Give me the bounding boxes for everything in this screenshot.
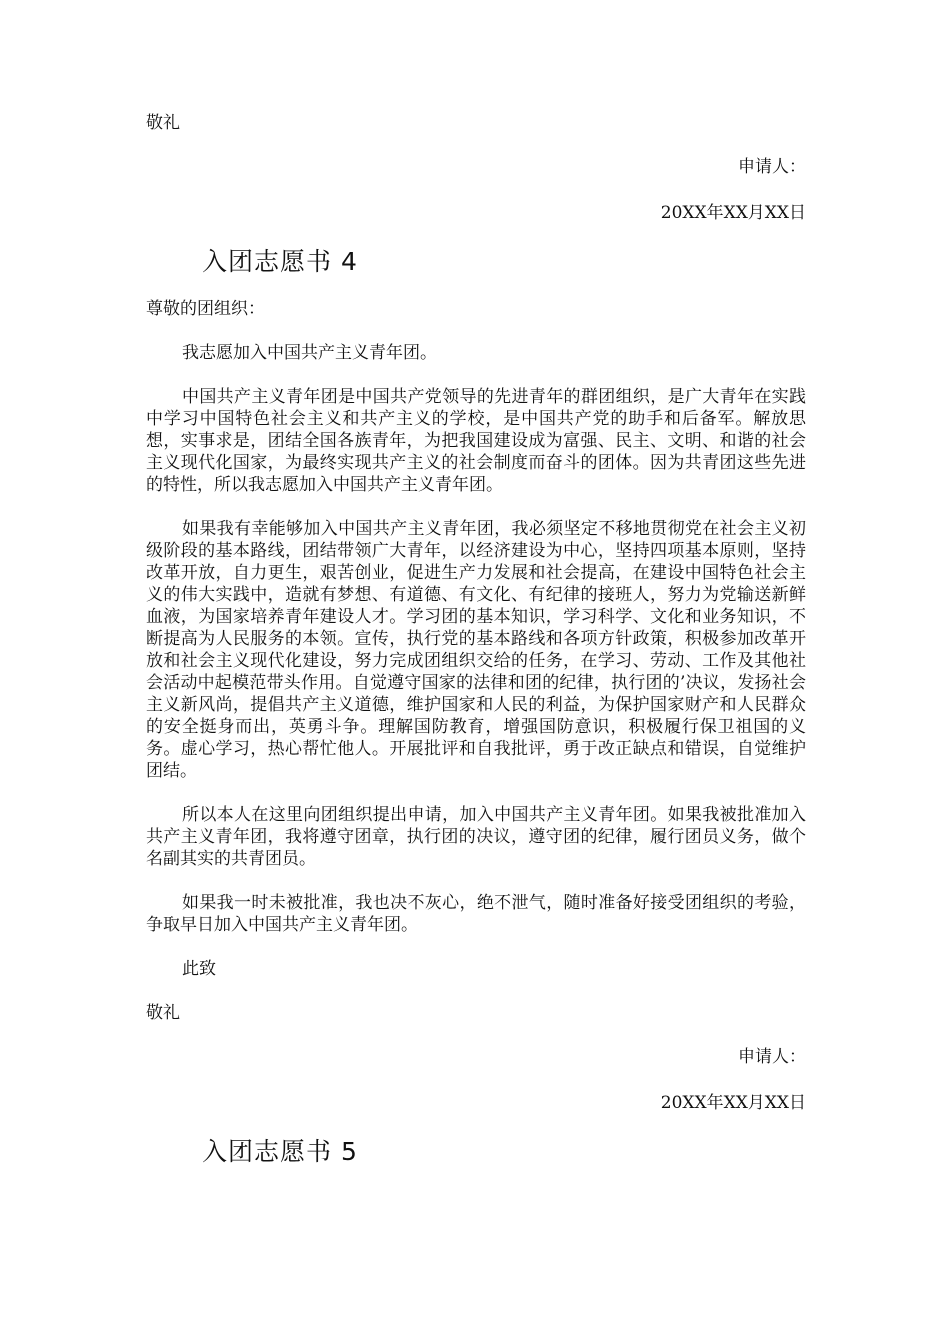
letter4-paragraph-2: 中国共产主义青年团是中国共产党领导的先进青年的群团组织，是广大青年在实践中学习中国特色社会主义和共产主义的学校，是中国共产党的助手和后备军。解放思想，实事求是，团结全国各族青年，为把我国建设成为富强、民主、文明、和谐的社会主义现代化国家，为最终实现共产主义的社会制度而奋斗的团体。因为共青团这些先进的特性，所以我志愿加入中国共产主义青年团。 [146, 387, 806, 495]
applicant-signature-top: 申请人： [738, 157, 806, 177]
document-body [146, 112, 806, 1188]
closing-regards-top: 敬礼 [146, 113, 180, 133]
letter4-paragraph-1: 我志愿加入中国共产主义青年团。 [182, 343, 437, 363]
letter4-salutation: 尊敬的团组织： [146, 299, 265, 319]
letter4-applicant-signature: 申请人： [738, 1047, 806, 1067]
letter5-title: 入团志愿书 5 [202, 1137, 358, 1166]
letter4-paragraph-4: 所以本人在这里向团组织提出申请，加入中国共产主义青年团。如果我被批准加入共产主义青年团，我将遵守团章，执行团的决议，遵守团的纪律，履行团员义务，做个名副其实的共青团员。 [146, 805, 806, 869]
letter4-title: 入团志愿书 4 [202, 247, 358, 276]
letter4-paragraph-5: 如果我一时未被批准，我也决不灰心，绝不泄气，随时准备好接受团组织的考验，争取早日加入中国共产主义青年团。 [146, 893, 806, 935]
letter4-date: 20XX年XX月XX日 [660, 1093, 806, 1113]
letter4-zhici: 此致 [182, 959, 216, 979]
letter4-closing-regards: 敬礼 [146, 1003, 180, 1023]
date-top: 20XX年XX月XX日 [660, 203, 806, 223]
letter4-paragraph-3: 如果我有幸能够加入中国共产主义青年团，我必须坚定不移地贯彻党在社会主义初级阶段的基本路线，团结带领广大青年，以经济建设为中心，坚持四项基本原则，坚持改革开放，自力更生，艰苦创业，促进生产力发展和社会提高，在建设中国特色社会主义的伟大实践中，造就有梦想、有道德、有文化、有纪律的接班人，努力为党输送新鲜血液，为国家培养青年建设人才。学习团的基本知识，学习科学、文化和业务知识，不断提高为人民服务的本领。宣传，执行党的基本路线和各项方针政策，积极参加改革开放和社会主义现代化建设，努力完成团组织交给的任务，在学习、劳动、工作及其他社会活动中起模范带头作用。自觉遵守国家的法律和团的纪律，执行团的’决议，发扬社会主义新风尚，提倡共产主义道德，维护国家和人民的利益，为保护国家财产和人民群众的安全挺身而出，英勇斗争。理解国防教育，增强国防意识，积极履行保卫祖国的义务。虚心学习，热心帮忙他人。开展批评和自我批评，勇于改正缺点和错误，自觉维护团结。 [146, 519, 806, 781]
